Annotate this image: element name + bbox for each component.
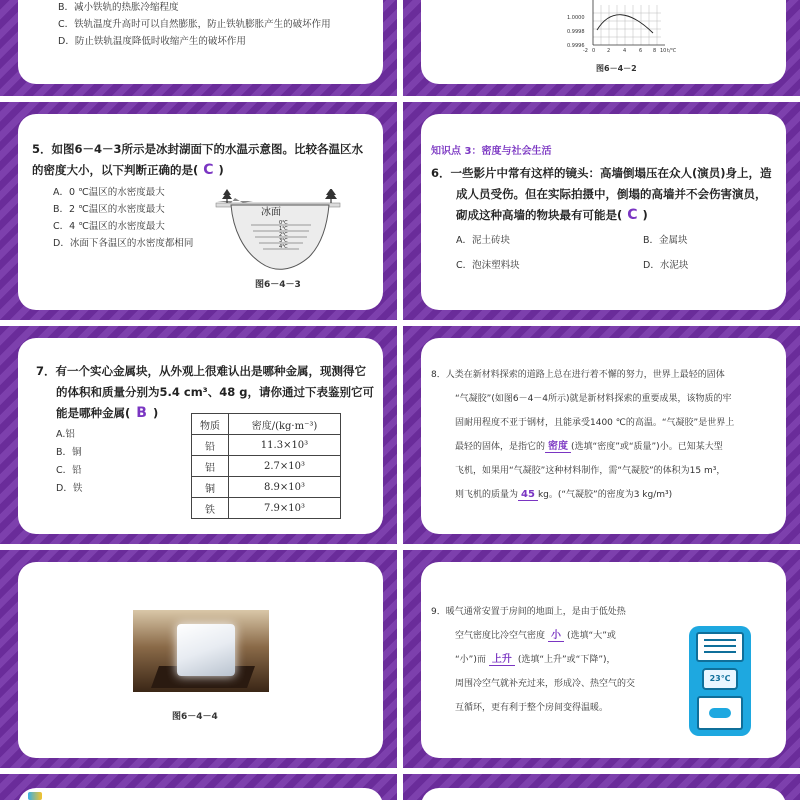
text-line: 最轻的固体，是指它的 密度 (选填“密度”或“质量”)小。已知某大型 <box>455 441 723 452</box>
question-stem: 的体积和质量分别为5.4 cm³、48 g，请你通过下表鉴别它可 <box>56 385 374 399</box>
text-line: “小”)而 上升 (选填“上升”或“下降”)， <box>455 654 616 665</box>
temp-label: 2℃ <box>279 232 288 238</box>
text-line: 9．暖气通常安置于房间的地面上，是由于低处热 <box>431 607 626 617</box>
figure-caption: 图6－4－3 <box>255 280 301 290</box>
figure-caption: 图6－4－4 <box>172 712 218 722</box>
x-axis-unit: t/℃ <box>667 48 677 54</box>
temp-label: 0℃ <box>279 220 288 226</box>
option-c: C．铅 <box>56 465 82 476</box>
text-line: 8．人类在新材料探索的道路上总在进行着不懈的努力，世界上最轻的固体 <box>431 370 725 380</box>
option-d: D．水泥块 <box>643 260 689 271</box>
slide-q5 <box>0 102 397 320</box>
option-c: C．泡沫塑料块 <box>456 260 520 271</box>
option-a: A.铝 <box>56 429 75 440</box>
answer-blank: 上升 <box>489 654 515 666</box>
slide-aerogel-photo <box>0 550 397 768</box>
table-row: 铁 7.9×10³ <box>192 498 341 519</box>
card <box>421 338 786 534</box>
slide-q8 <box>403 326 800 544</box>
answer: B <box>136 405 147 421</box>
slide-q7 <box>0 326 397 544</box>
temp-label: 1℃ <box>279 226 288 232</box>
slide-bottom-right <box>403 774 800 800</box>
option-b: B．铜 <box>56 447 82 458</box>
figure-caption: 图6－4－2 <box>596 64 637 73</box>
question-stem: 成人员受伤。但在实际拍摄中，倒塌的高墙并不会伤害演员， <box>456 187 767 201</box>
option-c: C．铁轨温度升高时可以自然膨胀，防止铁轨膨胀产生的破坏作用 <box>58 19 331 30</box>
text-line: 互循环，更有利于整个房间变得温暖。 <box>455 703 609 713</box>
table-row: 铜 8.9×10³ <box>192 477 341 498</box>
y-tick: 0.9996 <box>567 43 585 49</box>
x-tick: 0 <box>592 48 596 54</box>
slide-q9 <box>403 550 800 768</box>
x-tick: 2 <box>607 48 611 54</box>
text-line: 则飞机的质量为 45 kg。(“气凝胶”的密度为3 kg/m³) <box>455 489 673 500</box>
question-stem: 6．一些影片中常有这样的镜头：高墙倒塌压在众人(演员)身上，造 <box>431 166 772 180</box>
x-tick: -2 <box>583 48 588 54</box>
question-stem: 砌成这种高墙的物块最有可能是( C ) <box>456 207 648 223</box>
table-row: 铝 2.7×10³ <box>192 456 341 477</box>
card <box>421 562 786 758</box>
card <box>421 0 786 84</box>
answer-blank: 小 <box>548 630 564 642</box>
x-tick: 8 <box>653 48 657 54</box>
x-tick: 6 <box>639 48 643 54</box>
option-d: D．冰面下各温区的水密度都相同 <box>53 238 194 249</box>
density-table <box>191 413 341 519</box>
ice-label: 冰面 <box>261 207 281 218</box>
table-row: 铅 11.3×10³ <box>192 435 341 456</box>
x-tick: 4 <box>623 48 627 54</box>
x-tick: 10 <box>660 48 667 54</box>
question-stem: 的密度大小，以下判断正确的是( C ) <box>32 162 224 178</box>
card <box>18 788 383 800</box>
y-tick: 0.9998 <box>567 29 585 35</box>
text-line: 飞机，如果用“气凝胶”这种材料制作，需“气凝胶”的体积为15 m³， <box>455 466 726 476</box>
option-b: B．2 ℃温区的水密度最大 <box>53 204 165 215</box>
question-stem: 7．有一个实心金属块，从外观上很难认出是哪种金属，现测得它 <box>36 364 366 378</box>
option-a: A．0 ℃温区的水密度最大 <box>53 187 165 198</box>
text-line: “气凝胶”(如图6－4－4所示)就是新材料探索的重要成果，该物质的牢 <box>455 394 732 404</box>
card <box>18 338 383 534</box>
table-header: 物质 <box>192 414 229 435</box>
aerogel-photo <box>133 610 269 692</box>
question-stem: 5．如图6－4－3所示是冰封湖面下的水温示意图。比较各温区水 <box>32 142 364 156</box>
card <box>421 788 786 800</box>
answer-blank: 45 <box>518 489 538 501</box>
frozen-lake-diagram <box>213 189 343 279</box>
option-c: C．4 ℃温区的水密度最大 <box>53 221 165 232</box>
heater-illustration <box>689 626 751 736</box>
aerogel-cube <box>177 624 235 676</box>
card <box>18 0 383 84</box>
slide-bottom-left <box>0 774 397 800</box>
option-d: D．防止铁轨温度降低时收缩产生的破坏作用 <box>58 36 246 47</box>
table-header: 密度/(kg·m⁻³) <box>229 414 341 435</box>
text-line: 固耐用程度不亚于钢材，且能承受1400 ℃的高温。“气凝胶”是世界上 <box>455 418 735 428</box>
option-b: B．减小铁轨的热胀冷缩程度 <box>58 2 179 13</box>
slide-q4-options <box>0 0 397 96</box>
slide-q6 <box>403 102 800 320</box>
option-b: B．金属块 <box>643 235 688 246</box>
slide-density-graph <box>403 0 800 96</box>
option-d: D．铁 <box>56 483 83 494</box>
card <box>18 562 383 758</box>
text-line: 周围冷空气就补充过来，形成冷、热空气的交 <box>455 679 636 689</box>
card <box>421 114 786 310</box>
temp-label: 4℃ <box>279 244 288 250</box>
density-temperature-graph <box>561 0 681 70</box>
answer: C <box>203 162 214 178</box>
temp-label: 3℃ <box>279 238 288 244</box>
decoration-icon <box>28 792 42 800</box>
section-title: 知识点 3：密度与社会生活 <box>431 146 552 157</box>
y-tick: 1.0000 <box>567 15 585 21</box>
answer-blank: 密度 <box>545 441 571 453</box>
heater-temp-display: 23℃ <box>702 668 738 690</box>
text-line: 空气密度比冷空气密度 小 (选填“大”或 <box>455 630 616 641</box>
question-stem: 能是哪种金属( B ) <box>56 405 159 421</box>
answer: C <box>627 207 638 223</box>
option-a: A．泥土砖块 <box>456 235 510 246</box>
card <box>18 114 383 310</box>
